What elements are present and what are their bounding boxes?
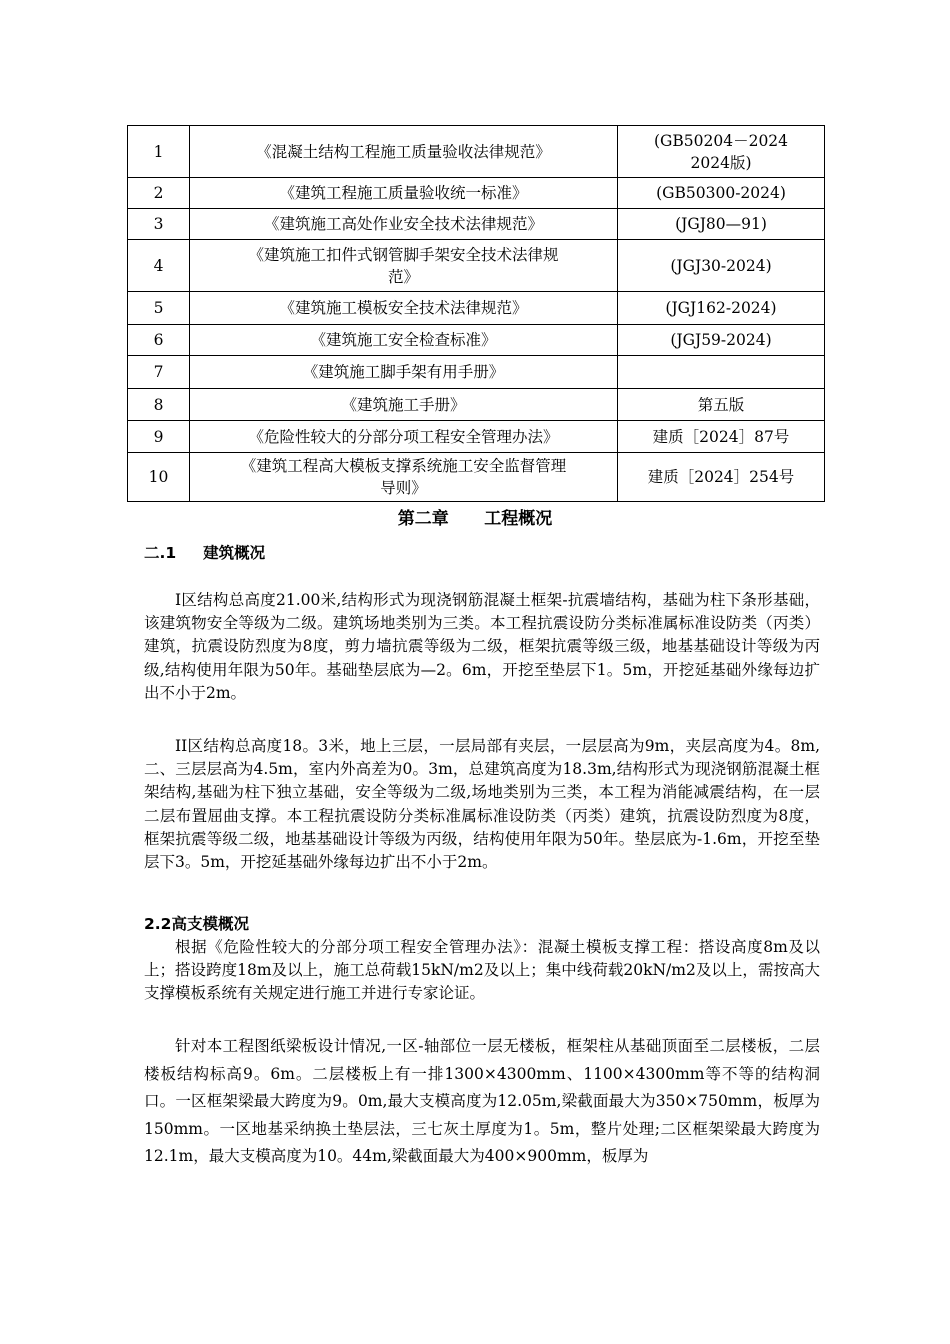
section-heading-2-2: 2.2高支模概况 [144, 915, 249, 933]
table-row [128, 325, 825, 356]
table-row [128, 356, 825, 389]
norms-table [127, 125, 825, 502]
norm-name: 《建筑施工高处作业安全技术法律规范》 [190, 209, 618, 240]
norm-code: (JGJ30-2024) [618, 240, 825, 292]
norm-name: 《危险性较大的分部分项工程安全管理办法》 [190, 421, 618, 453]
norm-code: (JGJ80—91) [618, 209, 825, 240]
paragraph-zone-1: I区结构总高度21.00米,结构形式为现浇钢筋混凝土框架-抗震墙结构，基础为柱下条形基础，该建筑物安全等级为二级。建筑场地类别为三类。本工程抗震设防分类标准属标准设防类（丙类）建筑，抗震设防烈度为8度，剪力墙抗震等级为二级，框架抗震等级三级，地基基础设计等级为丙级,结构使用年限为50年。基础垫层底为—2。6m，开挖至垫层下1。5m，开挖延基础外缘每边扩出不小于2m。 [144, 591, 820, 702]
norm-name: 《建筑施工安全检查标准》 [190, 325, 618, 356]
norm-name: 《混凝土结构工程施工质量验收法律规范》 [190, 126, 618, 178]
norm-code: 建质［2024］254号 [618, 453, 825, 502]
row-number: 7 [128, 356, 190, 389]
table-row [128, 209, 825, 240]
table-row [128, 240, 825, 292]
chapter-title: 第二章 工程概况 [397, 509, 553, 529]
table-row [128, 453, 825, 502]
table-row [128, 178, 825, 209]
norm-code [618, 356, 825, 389]
row-number: 10 [128, 453, 190, 502]
row-number: 9 [128, 421, 190, 453]
section-heading-2-1: 二.1 建筑概况 [144, 544, 266, 562]
norm-name: 《建筑工程施工质量验收统一标准》 [190, 178, 618, 209]
paragraph-high-formwork-criteria: 根据《危险性较大的分部分项工程安全管理办法》：混凝土模板支撑工程：搭设高度8m及以上；搭设跨度18m及以上，施工总荷载15kN/m2及以上；集中线荷载20kN/m2及以上，需按高大支撑模板系统有关规定进行施工并进行专家论证。 [144, 938, 820, 1003]
norm-code: (JGJ59-2024) [618, 325, 825, 356]
row-number: 6 [128, 325, 190, 356]
table-row [128, 389, 825, 421]
norm-code: 第五版 [618, 389, 825, 421]
norm-name: 《建筑施工扣件式钢管脚手架安全技术法律规 范》 [190, 240, 618, 292]
table-row [128, 126, 825, 178]
row-number: 3 [128, 209, 190, 240]
row-number: 8 [128, 389, 190, 421]
row-number: 2 [128, 178, 190, 209]
norm-code: (JGJ162-2024) [618, 292, 825, 325]
norm-code: (GB50300-2024) [618, 178, 825, 209]
row-number: 1 [128, 126, 190, 178]
row-number: 5 [128, 292, 190, 325]
table-row [128, 421, 825, 453]
norm-name: 《建筑施工手册》 [190, 389, 618, 421]
norm-name: 《建筑施工脚手架有用手册》 [190, 356, 618, 389]
row-number: 4 [128, 240, 190, 292]
norm-code: 建质［2024］87号 [618, 421, 825, 453]
table-row [128, 292, 825, 325]
paragraph-zone-2: II区结构总高度18。3米，地上三层，一层局部有夹层，一层层高为9m，夹层高度为4。8m,二、三层层高为4.5m，室内外高差为0。3m，总建筑高度为18.3m,结构形式为现浇钢筋混凝土框架结构,基础为柱下独立基础，安全等级为二级,场地类别为三类，本工程为消能减震结构，在一层二层布置屈曲支撑。本工程抗震设防分类标准属标准设防类（丙类）建筑，抗震设防烈度为8度，框架抗震等级二级，地基基础设计等级为丙级，结构使用年限为50年。垫层底为-1.6m，开挖至垫层下3。5m，开挖延基础外缘每边扩出不小于2m。 [144, 737, 820, 872]
norm-code: (GB50204－2024 2024版) [618, 126, 825, 178]
norm-name: 《建筑工程高大模板支撑系统施工安全监督管理 导则》 [190, 453, 618, 502]
paragraph-project-formwork: 针对本工程图纸梁板设计情况,一区-轴部位一层无楼板，框架柱从基础顶面至二层楼板，二层楼板结构标高9。6m。二层楼板上有一排1300×4300mm、1100×4300mm等不等的结构洞口。一区框架梁最大跨度为9。0m,最大支模高度为12.05m,梁截面最大为350×750mm，板厚为150mm。一区地基采纳换土垫层法，三七灰土厚度为1。5m，整片处理;二区框架梁最大跨度为12.1m，最大支模高度为10。44m,梁截面最大为400×900mm，板厚为 [144, 1037, 820, 1166]
norm-name: 《建筑施工模板安全技术法律规范》 [190, 292, 618, 325]
